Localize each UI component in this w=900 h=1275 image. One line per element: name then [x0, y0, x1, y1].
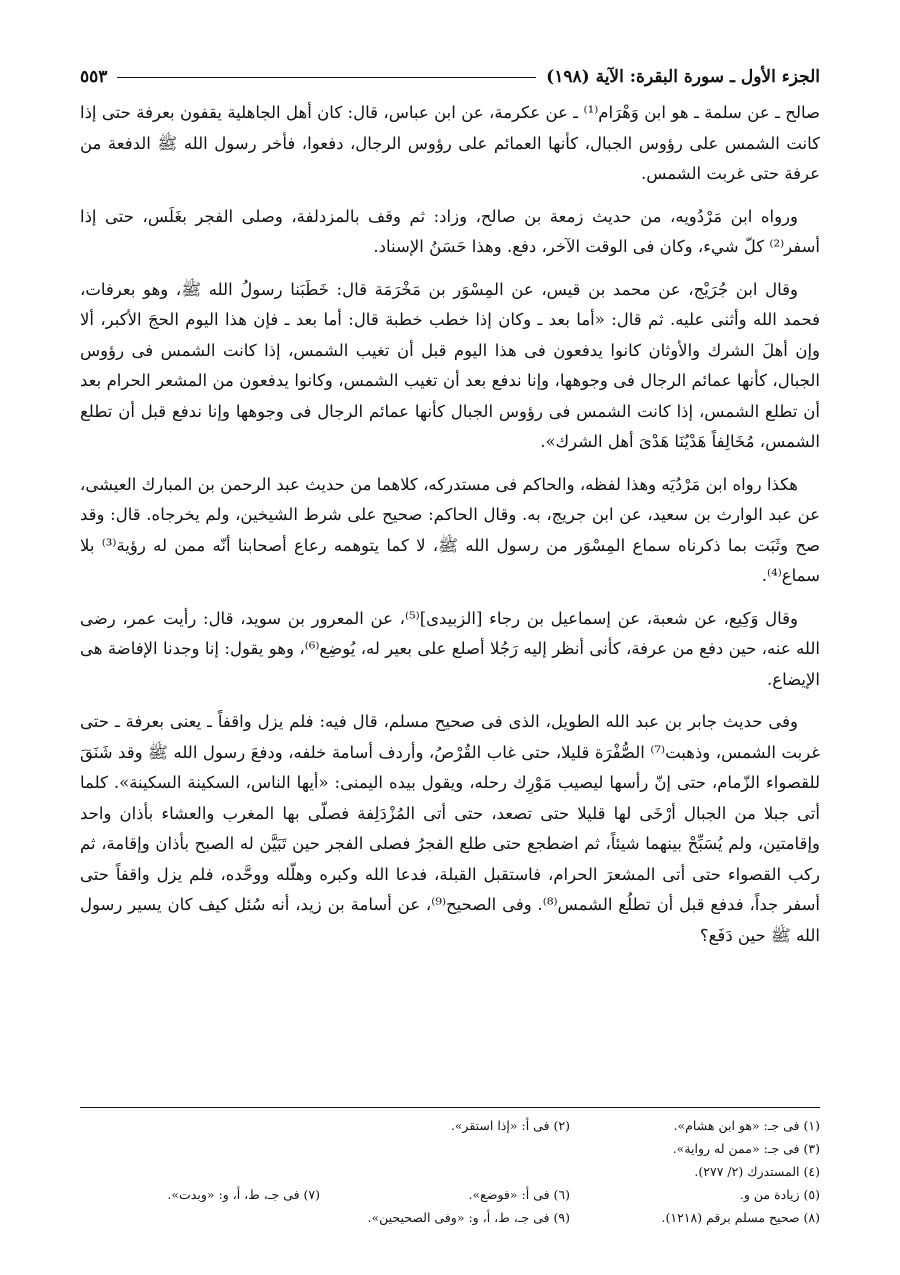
paragraph-2: ورواه ابن مَرْدُويه، من حديث زمعة بن صالح، وزاد: ثم وقف بالمزدلفة، وصلى الفجر بغَلَس، حتى إذا أسفر⁽²⁾ كلّ شيء، وكان فى الوقت الآخر، دفع. وهذا حَسَنُ الإسناد. [80, 206, 820, 256]
paragraph-4: هكذا رواه ابن مَرْدُيَه وهذا لفظه، والحاكم فى مستدركه، كلاهما من حديث عبد الرحمن بن المبارك العيشى، عن عبد الوارث بن سعيد، عن ابن جريج، به. وقال الحاكم: صحيح على شرط الشيخين، ولم يخرجاه. قال: وقد صح وثَبَت بما ذكرناه سماع المِسْوَر من رسول الله ﷺ، لا كما يتوهمه رعاع أصحابنا أنّه ممن له رؤية⁽³⁾ بلا سماع⁽⁴⁾. [80, 474, 820, 585]
footnote-1: (١) فى جـ: «هو ابن هشام». [673, 1118, 820, 1133]
footnote-7: (٧) فى جـ، ط، أ، و: «وبدت». [167, 1187, 320, 1202]
paragraph-6: وفى حديث جابر بن عبد الله الطويل، الذى فى صحيح مسلم، قال فيه: فلم يزل واقفاً ـ يعنى بعرفة ـ حتى غربت الشمس، وذهبت⁽⁷⁾ الصُّفْرَة قليلا، حتى غاب القُرْصُ، وأردف أسامة خلفه، ودفعَ رسول الله ﷺ وقد شَنَقَ للقصواء الزّمام، حتى إنّ رأسها ليصيب مَوْرِك رحله، ويقول بيده اليمنى: «أيها الناس، السكينة السكينة». كلما أتى جبلا من الجبال أرْخَى لها قليلا حتى تصعد، حتى أتى المُزْدَلِفة فصلّى بها المغرب والعشاء بأذان واحد وإقامتين، ولم يُسَبِّحْ بينهما شيئاً، ثم اضطجع حتى طلع الفجرُ فصلى الفجر حين تَبَيَّن له الصبح بأذان وإقامة، ثم ركب القصواء حتى أتى المشعرَ الحرام، فاستقبل القبلة، فدعا الله وكبره وهلّله ووحَّده، فلم يزل واقفاً حتى أسفر جداً، فدفع قبل أن تطلُع الشمس⁽⁸⁾. وفى الصحيح⁽⁹⁾، عن أسامة بن زيد، أنه سُئل كيف كان يسير رسول الله ﷺ حين دَفَع؟ [80, 712, 821, 945]
footnote-3: (٣) فى جـ: «ممن له رواية». [672, 1141, 820, 1156]
footnote-2: (٢) فى أ: «إذا استقر». [450, 1118, 570, 1133]
page [80, 62, 820, 963]
footnotes [80, 1107, 820, 1229]
footnote-5: (٥) زيادة من و. [739, 1187, 820, 1202]
running-header [80, 62, 820, 92]
footnote-8: (٨) صحيح مسلم برقم (١٢١٨). [661, 1210, 820, 1225]
footnote-4: (٤) المستدرك (٢/ ٢٧٧). [694, 1164, 820, 1179]
paragraph-3: وقال ابن جُرَيْج، عن محمد بن قيس، عن المِسْوَر بن مَخْرَمَة قال: خَطَبَنا رسولُ الله ﷺ، وهو بعرفات، فحمد الله وأثنى عليه. ثم قال: «أما بعد ـ وكان إذا خطب خطبة قال: أما بعد ـ فإن هذا اليوم الحجَ الأكبر، ألا وإن أهلَ الشرك والأوثان كانوا يدفعون فى هذا اليوم قبل أن تغيب الشمس، إذا كانت الشمس فى رؤوس الجبال، كأنها عمائم الرجال فى وجوهها، وإنا ندفع بعد أن تغيب الشمس، وكانوا يدفعون من المشعر الحرام بعد أن تطلع الشمس، إذا كانت الشمس فى رؤوس الجبال كأنها عمائم الرجال فى وجوهها وإنا ندفع قبل أن تطلع الشمس، مُخَالِفاً هَدْيُنَا هَدْىَ أهل الشرك». [80, 279, 820, 451]
footnote-spacer [80, 1137, 570, 1160]
body-text [80, 98, 820, 951]
header-rule [117, 77, 536, 78]
paragraph-5: وقال وَكِيع، عن شعبة، عن إسماعيل بن رجاء [الزبيدى]⁽⁵⁾، عن المعرور بن سويد، قال: رأيت عمر، رضى الله عنه، حين دفع من عرفة، كأنى أنظر إليه رَجُلا أصلع على بعير له، يُوضِع⁽⁶⁾، وهو يقول: إنا وجدنا الإفاضة هى الإيضاع. [80, 608, 820, 689]
page-number: ٥٥٣ [80, 67, 108, 87]
footnote-6: (٦) فى أ: «فوضع». [468, 1187, 570, 1202]
footnote-9: (٩) فى جـ، ط، أ، و: «وفى الصحيحين». [367, 1210, 570, 1225]
header-title: الجزء الأول ـ سورة البقرة: الآية (١٩٨) [546, 67, 820, 87]
footnote-spacer [80, 1160, 570, 1183]
paragraph-1: صالح ـ عن سلمة ـ هو ابن وَهْرَام⁽¹⁾ ـ عن عكرمة، عن ابن عباس، قال: كان أهل الجاهلية يقفون بعرفة حتى إذا كانت الشمس على رؤوس الجبال، كأنها العمائم على رؤوس الرجال، دفعوا، فأخر رسول الله ﷺ الدفعة من عرفة حتى غربت الشمس. [80, 103, 821, 183]
